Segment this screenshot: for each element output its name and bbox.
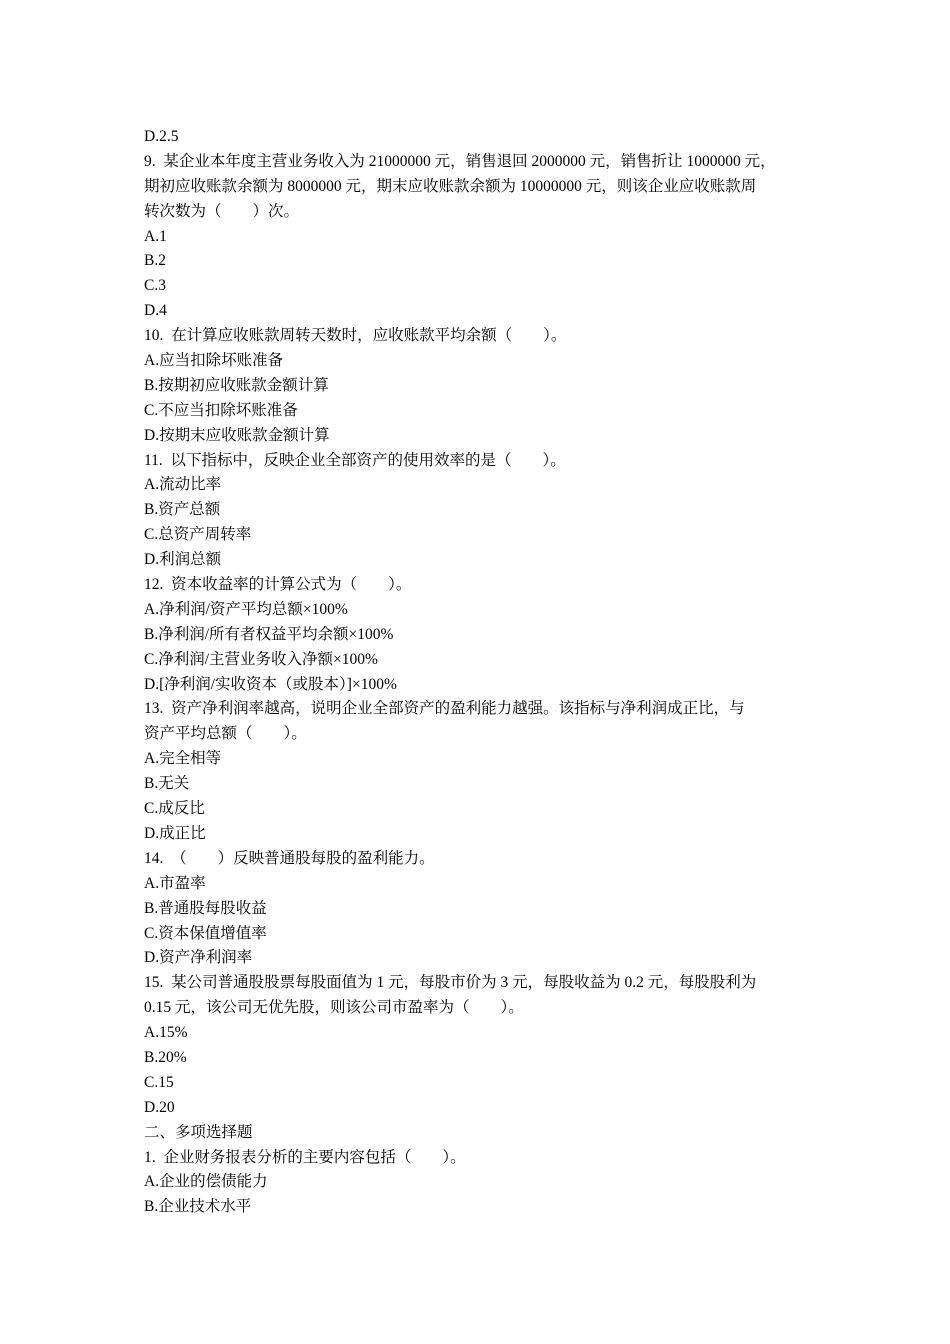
option-line: B.企业技术水平 (144, 1198, 252, 1216)
option-line: C.总资产周转率 (144, 526, 252, 544)
question-13: 13. 资产净利润率越高，说明企业全部资产的盈利能力越强。该指标与净利润成正比，与 (144, 700, 745, 718)
option-line: A.流动比率 (144, 476, 222, 494)
text-line: 转次数为（ ）次。 (144, 202, 300, 220)
question-15: 15. 某公司普通股股票每股面值为 1 元，每股市价为 3 元，每股收益为 0.2 元，每股股利为 (144, 974, 757, 992)
option-line: B.无关 (144, 775, 190, 793)
question-multi-1: 1. 企业财务报表分析的主要内容包括（ ）。 (144, 1148, 466, 1166)
option-line: C.资本保值增值率 (144, 924, 267, 942)
text-line: D.2.5 (144, 128, 179, 145)
option-line: A.市盈率 (144, 874, 206, 892)
option-line: D.利润总额 (144, 551, 222, 569)
option-line: A.1 (144, 227, 167, 245)
option-line: A.15% (144, 1024, 188, 1042)
document-page (144, 125, 816, 1220)
option-line: D.[净利润/实收资本（或股本）]×100% (144, 675, 397, 693)
text-line: 0.15 元，该公司无优先股，则该公司市盈率为（ ）。 (144, 999, 524, 1017)
option-line: D.成正比 (144, 824, 206, 842)
option-line: C.不应当扣除坏账准备 (144, 401, 298, 419)
option-line: A.应当扣除坏账准备 (144, 352, 284, 370)
option-line: D.20 (144, 1098, 175, 1116)
text-line: 期初应收账款余额为 8000000 元，期末应收账款余额为 10000000 元，则该企业应收账款周 (144, 177, 757, 195)
question-14: 14. （ ）反映普通股每股的盈利能力。 (144, 849, 435, 867)
option-line: D.4 (144, 302, 167, 320)
option-line: B.普通股每股收益 (144, 899, 267, 917)
section-heading: 二、多项选择题 (144, 1123, 253, 1141)
question-12: 12. 资本收益率的计算公式为（ ）。 (144, 576, 412, 594)
option-line: B.净利润/所有者权益平均余额×100% (144, 625, 394, 643)
option-line: C.15 (144, 1073, 174, 1091)
option-line: B.20% (144, 1048, 187, 1066)
option-line: C.净利润/主营业务收入净额×100% (144, 650, 378, 668)
option-line: A.企业的偿债能力 (144, 1173, 268, 1191)
question-11: 11. 以下指标中，反映企业全部资产的使用效率的是（ ）。 (144, 451, 566, 469)
option-line: A.净利润/资产平均总额×100% (144, 600, 348, 618)
option-line: C.成反比 (144, 800, 205, 818)
option-line: B.2 (144, 252, 166, 270)
option-line: D.按期末应收账款金额计算 (144, 426, 330, 444)
option-line: A.完全相等 (144, 750, 222, 768)
option-line: D.资产净利润率 (144, 949, 253, 967)
option-line: B.资产总额 (144, 501, 221, 519)
text-line: 资产平均总额（ ）。 (144, 725, 307, 743)
option-line: B.按期初应收账款金额计算 (144, 376, 329, 394)
option-line: C.3 (144, 277, 166, 295)
question-10: 10. 在计算应收账款周转天数时，应收账款平均余额（ ）。 (144, 327, 567, 345)
question-9: 9. 某企业本年度主营业务收入为 21000000 元，销售退回 2000000 元，销售折让 1000000 元， (144, 152, 776, 170)
